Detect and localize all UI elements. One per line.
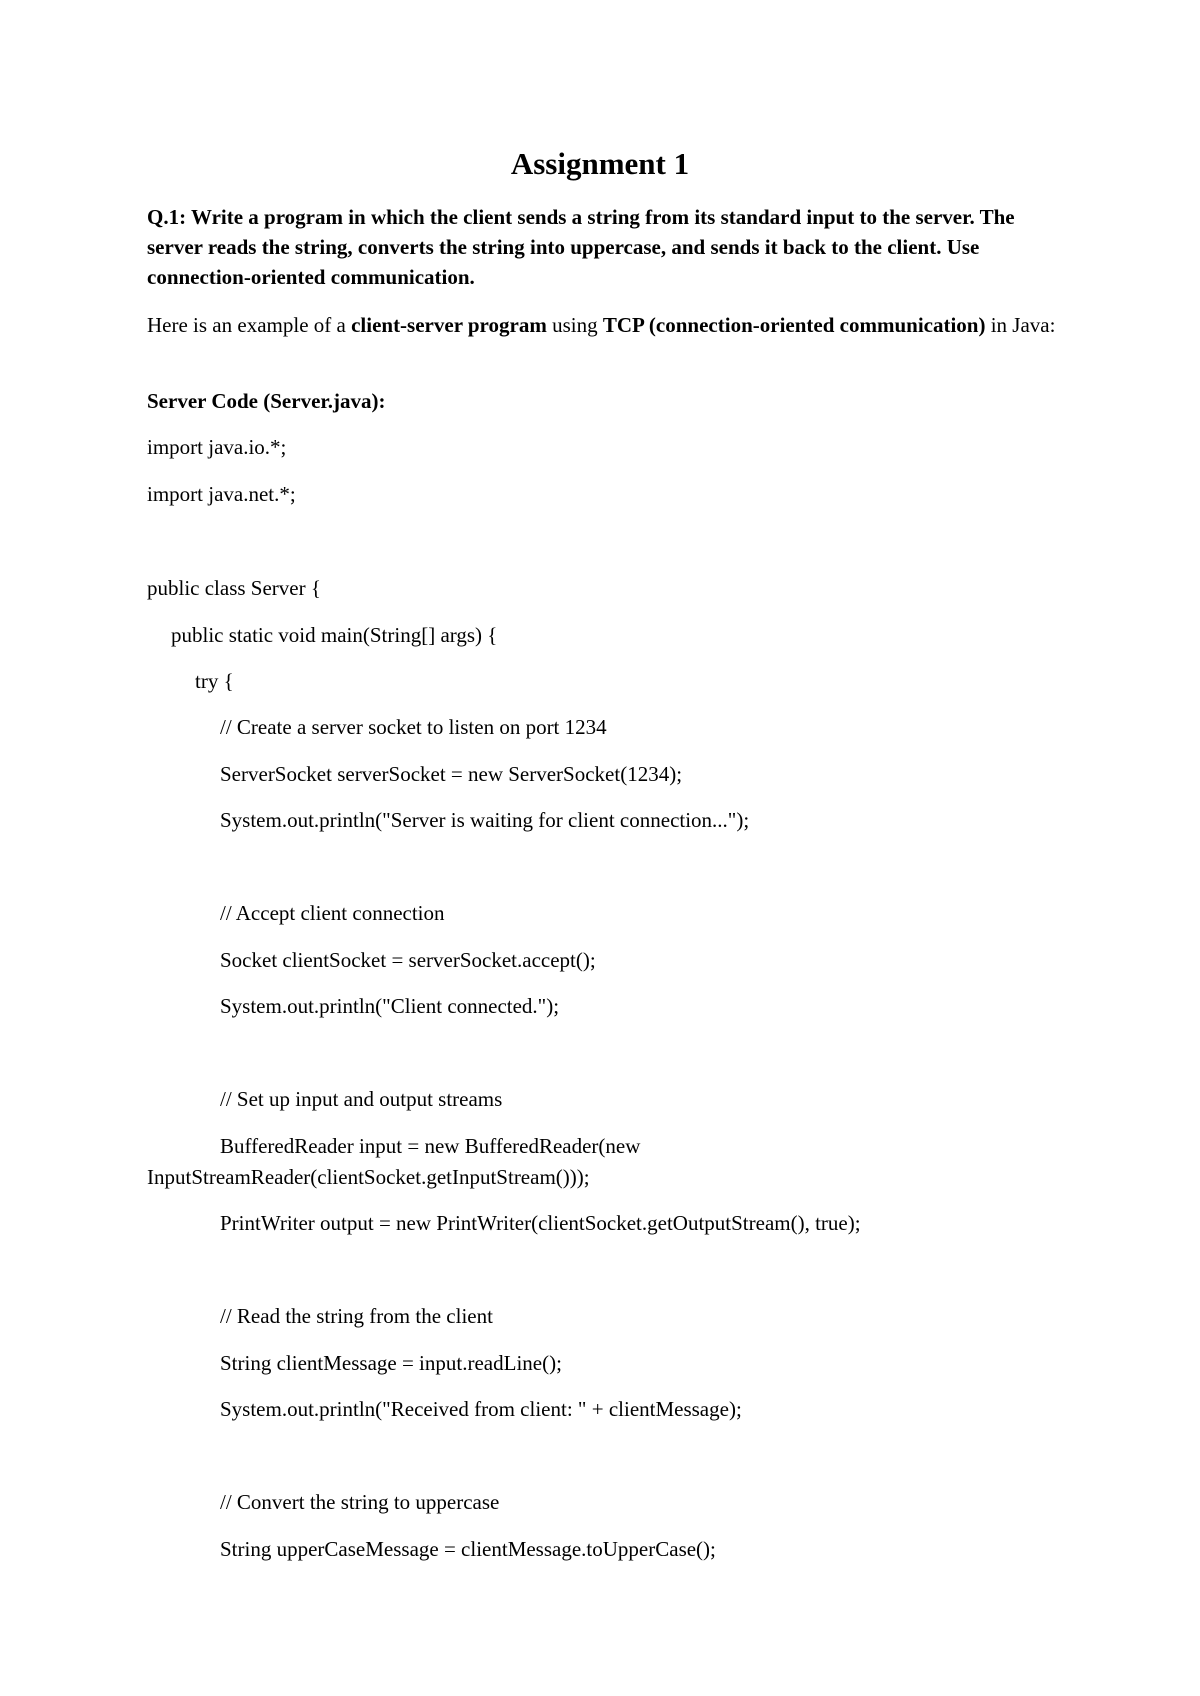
code-line: String clientMessage = input.readLine(); [220, 1351, 562, 1375]
document-title: Assignment 1 [510, 146, 690, 181]
code-comment-line: // Accept client connection [220, 901, 445, 925]
code-line: public static void main(String[] args) { [171, 623, 498, 647]
code-line: String upperCaseMessage = clientMessage.toUpperCase(); [220, 1537, 716, 1561]
intro-bold-1: client-server program [351, 313, 547, 337]
code-line: PrintWriter output = new PrintWriter(clientSocket.getOutputStream(), true); [220, 1211, 861, 1235]
code-line-wrapped: BufferedReader input = new BufferedReader(new InputStreamReader(clientSocket.getInputStream())); [147, 1134, 641, 1189]
code-line: public class Server { [147, 576, 321, 600]
code-line: ServerSocket serverSocket = new ServerSocket(1234); [220, 762, 683, 786]
code-comment-line: // Create a server socket to listen on port 1234 [220, 715, 607, 739]
intro-text-3: in Java: [985, 313, 1056, 337]
code-comment-line: // Set up input and output streams [220, 1087, 503, 1111]
code-line: import java.net.*; [147, 482, 296, 506]
code-line: System.out.println("Received from client: " + clientMessage); [220, 1397, 742, 1421]
intro-text-2: using [546, 313, 603, 337]
question-text: Q.1: Write a program in which the client sends a string from its standard input to the server. The server reads the string, converts the string into uppercase, and sends it back to the client. Use connection-oriented communication. [147, 205, 1015, 289]
code-line: Socket clientSocket = serverSocket.accept(); [220, 948, 596, 972]
intro-bold-2: TCP (connection-oriented communication) [602, 313, 986, 337]
code-line: try { [195, 669, 234, 693]
code-line: import java.io.*; [147, 435, 287, 459]
code-line: System.out.println("Client connected."); [220, 994, 560, 1018]
code-comment-line: // Read the string from the client [220, 1304, 493, 1328]
intro-text-1: Here is an example of a [147, 313, 352, 337]
code-comment-line: // Convert the string to uppercase [220, 1490, 500, 1514]
section-heading: Server Code (Server.java): [147, 389, 386, 413]
intro-paragraph [147, 310, 1067, 340]
code-line: System.out.println("Server is waiting for client connection..."); [220, 808, 750, 832]
